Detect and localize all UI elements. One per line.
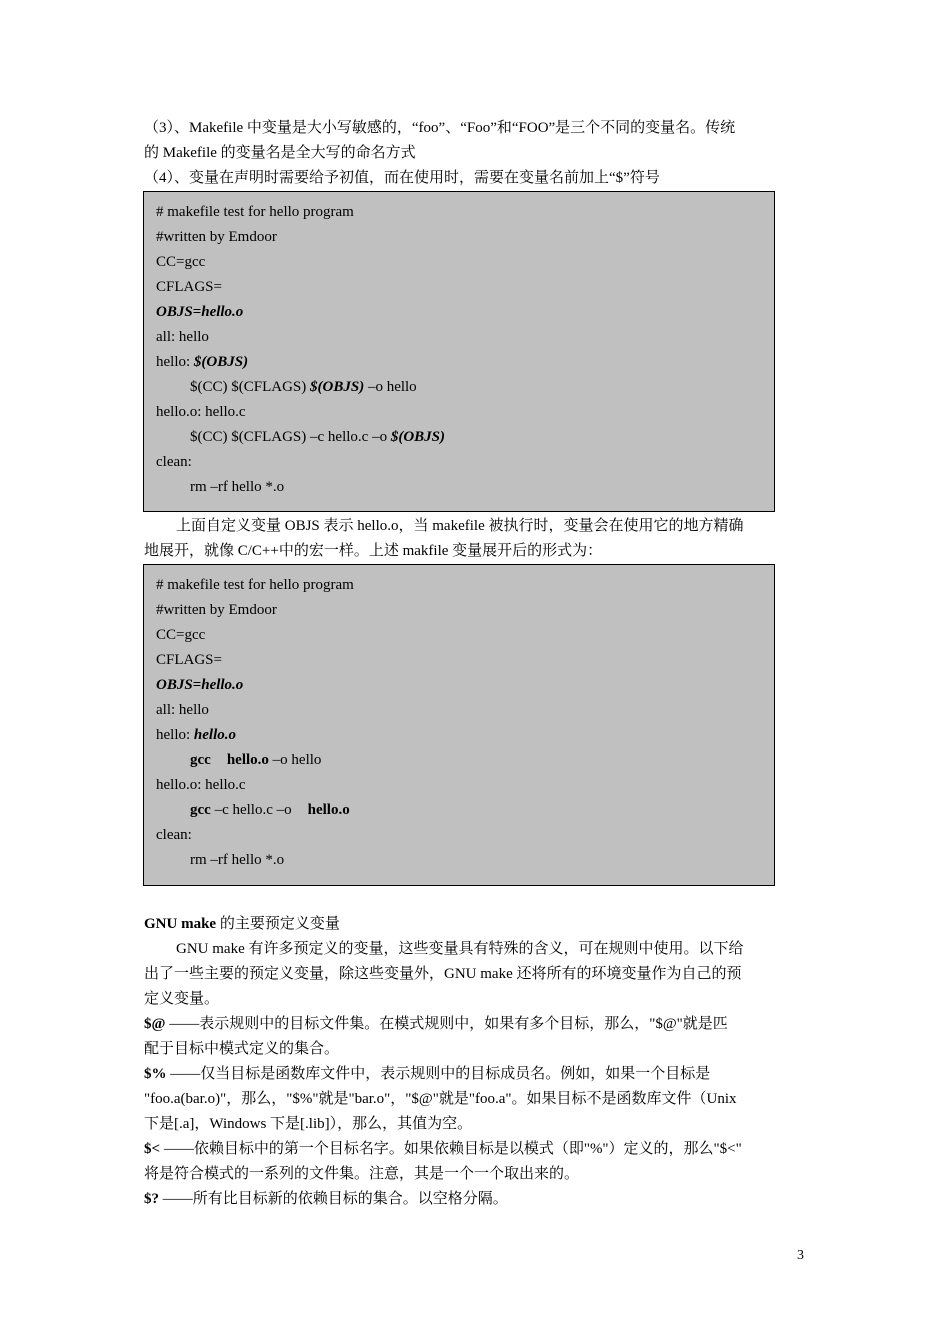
code-line: CFLAGS= [156, 652, 222, 668]
code-text: $(CC) $(CFLAGS) [190, 379, 311, 395]
intro-paragraph [144, 116, 808, 191]
code-line: # makefile test for hello program [156, 577, 354, 593]
makefile-code-block-1 [143, 191, 775, 512]
code-line: CC=gcc [156, 254, 206, 270]
variable-entry [144, 1137, 808, 1162]
code-line [156, 723, 762, 748]
code-expanded: hello.o [226, 752, 269, 768]
section-heading [144, 912, 808, 937]
paragraph-line: GNU make 有许多预定义的变量，这些变量具有特殊的含义，可在规则中使用。以下给 [176, 941, 744, 957]
code-line: CFLAGS= [156, 279, 222, 295]
variable-entry [144, 1062, 808, 1087]
code-expanded: gcc [190, 802, 211, 818]
code-line: OBJS=hello.o [156, 304, 244, 320]
code-line: all: hello [156, 702, 209, 718]
code-variable: $(OBJS) [193, 354, 249, 370]
heading-bold: GNU make [144, 916, 217, 932]
code-line [156, 375, 762, 400]
variable-desc: ——表示规则中的目标文件集。在模式规则中，如果有多个目标，那么，"$@"就是匹 [165, 1016, 728, 1032]
variable-symbol: $? [144, 1191, 159, 1207]
expansion-paragraph [144, 514, 808, 564]
code-line: CC=gcc [156, 627, 206, 643]
paragraph-line: 地展开，就像 C/C++中的宏一样。上述 makfile 变量展开后的形式为： [144, 543, 603, 559]
code-line: clean: [156, 827, 192, 843]
variable-desc: ——仅当目标是函数库文件中，表示规则中的目标成员名。例如，如果一个目标是 [166, 1066, 711, 1082]
code-line: # makefile test for hello program [156, 204, 354, 220]
code-line: rm –rf hello *.o [190, 852, 285, 868]
code-line: #written by Emdoor [156, 229, 277, 245]
code-line: OBJS=hello.o [156, 677, 244, 693]
variable-entry [144, 1187, 808, 1212]
paragraph-line: 上面自定义变量 OBJS 表示 hello.o，当 makefile 被执行时，变量会在使用它的地方精确 [176, 518, 744, 534]
page-number: 3 [797, 1248, 804, 1263]
code-variable: $(OBJS) [310, 379, 365, 395]
paragraph-line: 定义变量。 [144, 991, 220, 1007]
code-line [156, 425, 762, 450]
variable-symbol: $@ [144, 1016, 166, 1032]
code-line: clean: [156, 454, 192, 470]
code-expanded: gcc [190, 752, 211, 768]
code-expanded: hello.o [307, 802, 350, 818]
variable-desc-line: 将是符合模式的一系列的文件集。注意，其是一个一个取出来的。 [144, 1166, 580, 1182]
code-variable: $(OBJS) [390, 429, 445, 445]
paragraph-line: 出了一些主要的预定义变量，除这些变量外，GNU make 还将所有的环境变量作为自己的预 [144, 966, 742, 982]
variable-desc-line: 配于目标中模式定义的集合。 [144, 1041, 340, 1057]
item-3-line-2: 的 Makefile 的变量名是全大写的命名方式 [144, 145, 416, 161]
code-text: –o hello [364, 379, 417, 395]
code-line: all: hello [156, 329, 209, 345]
variable-symbol: $% [144, 1066, 167, 1082]
code-variable: hello.o [193, 727, 237, 743]
variable-desc-line: "foo.a(bar.o)"，那么，"$%"就是"bar.o"，"$@"就是"foo.a"。如果目标不是函数库文件（Unix [144, 1091, 737, 1107]
makefile-code-block-2 [143, 564, 775, 886]
code-line: rm –rf hello *.o [190, 479, 285, 495]
item-3-line-1: （3）、Makefile 中变量是大小写敏感的，“foo”、“Foo”和“FOO”是三个不同的变量名。传统 [144, 120, 736, 136]
variable-symbol: $< [144, 1141, 161, 1157]
variable-desc: ——依赖目标中的第一个目标名字。如果依赖目标是以模式（即"%"）定义的，那么"$<" [160, 1141, 742, 1157]
code-line: hello.o: hello.c [156, 777, 246, 793]
code-line [156, 350, 762, 375]
variable-desc-line: 下是[.a]，Windows 下是[.lib]），那么，其值为空。 [144, 1116, 473, 1132]
code-text: hello: [156, 727, 194, 743]
code-text: –c hello.c –o [210, 802, 292, 818]
predefined-variables-section [144, 912, 808, 1212]
code-line [156, 748, 762, 773]
code-text: $(CC) $(CFLAGS) –c hello.c –o [190, 429, 391, 445]
code-line: hello.o: hello.c [156, 404, 246, 420]
code-text: –o hello [268, 752, 322, 768]
item-4: （4）、变量在声明时需要给予初值，而在使用时，需要在变量名前加上“$”符号 [144, 170, 660, 186]
variable-entry [144, 1012, 808, 1037]
heading-text: 的主要预定义变量 [216, 916, 340, 932]
variable-desc: ——所有比目标新的依赖目标的集合。以空格分隔。 [159, 1191, 508, 1207]
code-text: hello: [156, 354, 194, 370]
code-line [156, 798, 762, 823]
code-line: #written by Emdoor [156, 602, 277, 618]
